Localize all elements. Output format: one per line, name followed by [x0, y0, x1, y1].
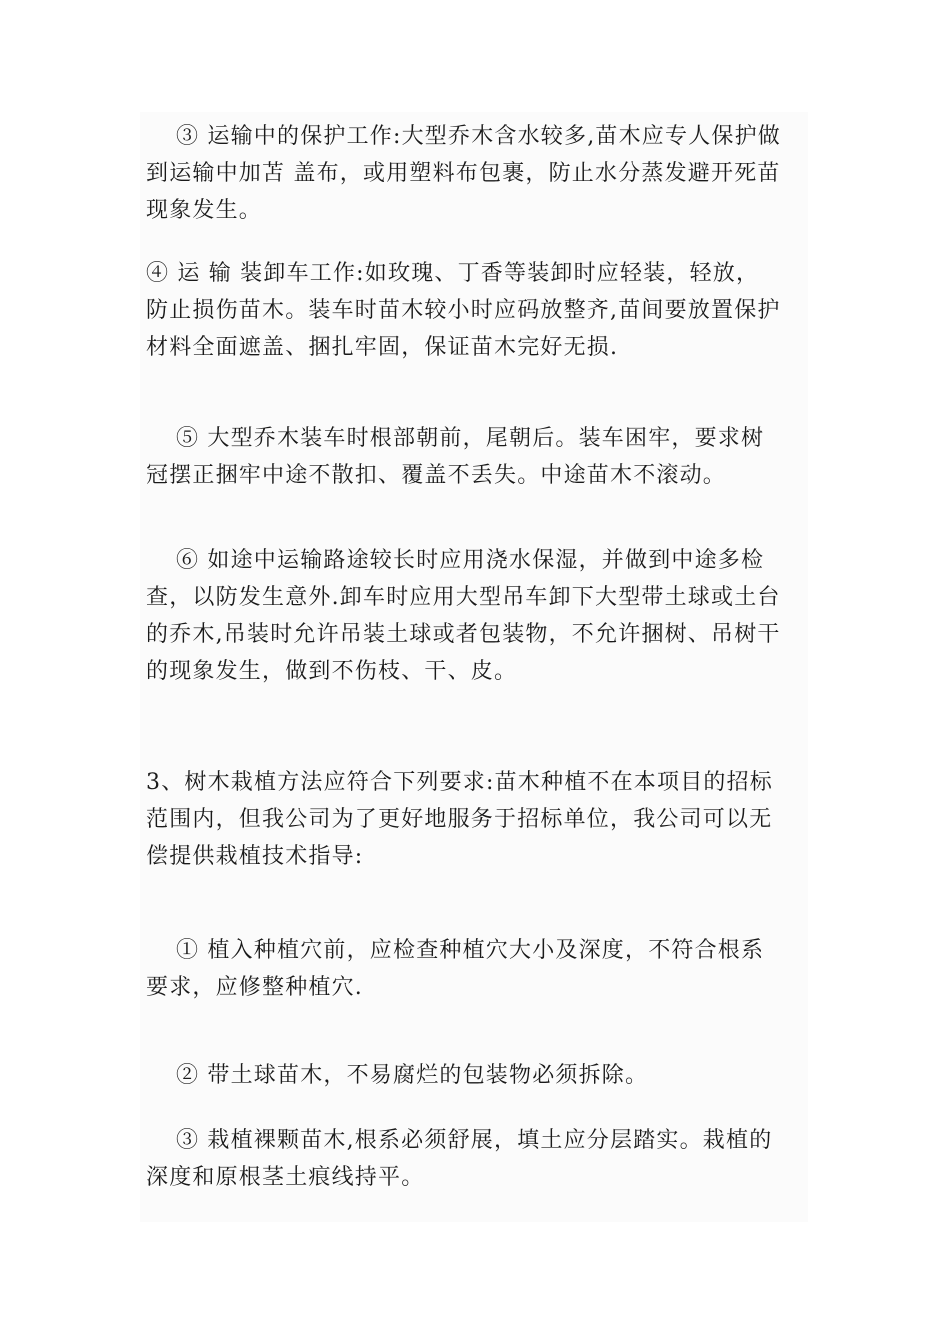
paragraph-bare-root-planting [146, 1122, 808, 1196]
text-line: 查，以防发生意外.卸车时应用大型吊车卸下大型带土球或土台 [146, 585, 781, 610]
paragraph-transport-protection [146, 118, 808, 229]
paragraph-long-distance-transport [146, 542, 808, 690]
text-line: ① 植入种植穴前，应检查种植穴大小及深度，不符合根系 [176, 938, 765, 963]
text-line: 深度和原根茎土痕线持平。 [146, 1165, 425, 1190]
text-line: 偿提供栽植技术指导: [146, 844, 364, 869]
text-line: 范围内，但我公司为了更好地服务于招标单位，我公司可以无 [146, 807, 773, 832]
text-line: 现象发生。 [146, 198, 263, 223]
paragraph-large-tree-loading [146, 420, 808, 494]
paragraph-planting-pit-check [146, 932, 808, 1006]
text-line: 的现象发生，做到不伤枝、干、皮。 [146, 659, 518, 684]
text-line: 要求，应修整种植穴. [146, 975, 363, 1000]
text-line: ③ 栽植裸颗苗木,根系必须舒展，填土应分层踏实。栽植的 [176, 1128, 773, 1153]
text-line: 3、树木栽植方法应符合下列要求:苗木种植不在本项目的招标 [146, 770, 774, 795]
text-line: ③ 运输中的保护工作:大型乔木含水较多,苗木应专人保护做 [176, 124, 782, 149]
text-line: ⑤ 大型乔木装车时根部朝前，尾朝后。装车困牢，要求树 [176, 426, 765, 451]
document-page [140, 112, 808, 1222]
text-line: 到运输中加苫 盖布，或用塑料布包裹，防止水分蒸发避开死苗 [146, 161, 781, 186]
text-line: 防止损伤苗木。装车时苗木较小时应码放整齐,苗间要放置保护 [146, 298, 781, 323]
text-line: ⑥ 如途中运输路途较长时应用浇水保湿，并做到中途多检 [176, 548, 765, 573]
text-line: ④ 运 输 装卸车工作:如玫瑰、丁香等装卸时应轻装，轻放， [146, 261, 760, 286]
text-line: 的乔木,吊装时允许吊装土球或者包装物，不允许捆树、吊树干 [146, 622, 781, 647]
paragraph-loading-unloading [146, 255, 808, 366]
text-line: ② 带土球苗木，不易腐烂的包装物必须拆除。 [176, 1063, 649, 1088]
paragraph-soil-ball-packaging [146, 1057, 808, 1094]
paragraph-planting-method [146, 764, 808, 875]
text-line: 材料全面遮盖、捆扎牢固，保证苗木完好无损. [146, 335, 619, 360]
text-line: 冠摆正捆牢中途不散扣、覆盖不丢失。中途苗木不滚动。 [146, 463, 727, 488]
